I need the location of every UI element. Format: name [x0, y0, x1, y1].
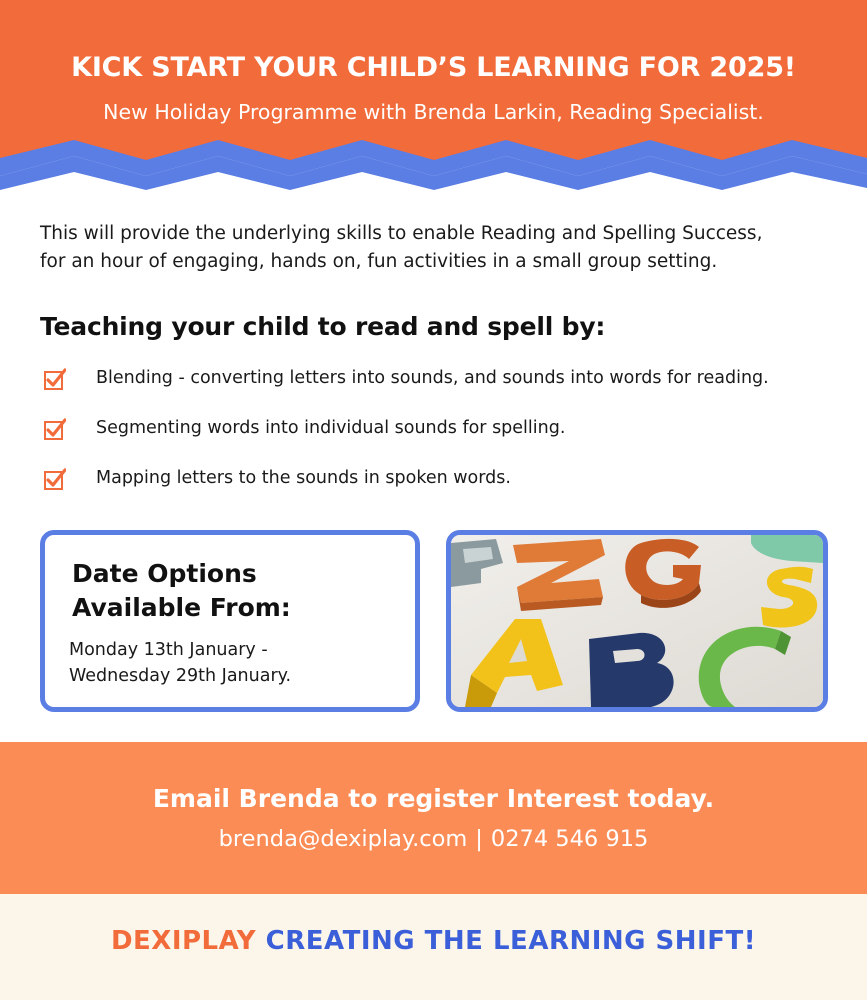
contact-separator: |	[475, 826, 483, 852]
email-link[interactable]: brenda@dexiplay.com	[218, 826, 468, 852]
date-options-title	[72, 557, 291, 625]
phone-link[interactable]: 0274 546 915	[490, 826, 649, 852]
checkbox-checked-icon	[44, 418, 66, 440]
brand-slogan: CREATING THE LEARNING SHIFT!	[265, 926, 757, 956]
date-range-line-1: Monday 13th January -	[69, 640, 268, 660]
list-item	[44, 464, 844, 494]
footer-tagline	[0, 926, 867, 956]
cta-section	[0, 742, 867, 894]
header-subtitle: New Holiday Programme with Brenda Larkin, Reading Specialist.	[103, 100, 764, 124]
list-item-text: Segmenting words into individual sounds for spelling.	[96, 418, 566, 438]
list-item	[44, 414, 844, 444]
date-range	[69, 637, 291, 689]
alphabet-letters-illustration	[451, 535, 823, 707]
intro-line-1: This will provide the underlying skills to enable Reading and Spelling Success,	[40, 223, 763, 244]
intro-line-2: for an hour of engaging, hands on, fun activities in a small group setting.	[40, 251, 718, 272]
teaching-heading: Teaching your child to read and spell by:	[40, 312, 606, 341]
date-title-line-1: Date Options	[72, 559, 257, 588]
list-item-text: Mapping letters to the sounds in spoken words.	[96, 468, 511, 488]
header-banner	[0, 0, 867, 200]
intro-paragraph	[40, 220, 850, 276]
brand-name: DEXIPLAY	[110, 926, 257, 956]
list-item-text: Blending - converting letters into sounds, and sounds into words for reading.	[96, 368, 769, 388]
header-title: KICK START YOUR CHILD’S LEARNING FOR 2025!	[71, 52, 796, 83]
cta-title: Email Brenda to register Interest today.	[152, 784, 715, 813]
date-title-line-2: Available From:	[72, 593, 291, 622]
checkbox-checked-icon	[44, 368, 66, 390]
date-range-line-2: Wednesday 29th January.	[69, 666, 292, 686]
checkbox-checked-icon	[44, 468, 66, 490]
alphabet-blocks-photo	[446, 530, 828, 712]
cta-contact	[0, 826, 867, 852]
list-item	[44, 364, 844, 394]
date-options-card	[40, 530, 420, 712]
footer-banner	[0, 894, 867, 1000]
